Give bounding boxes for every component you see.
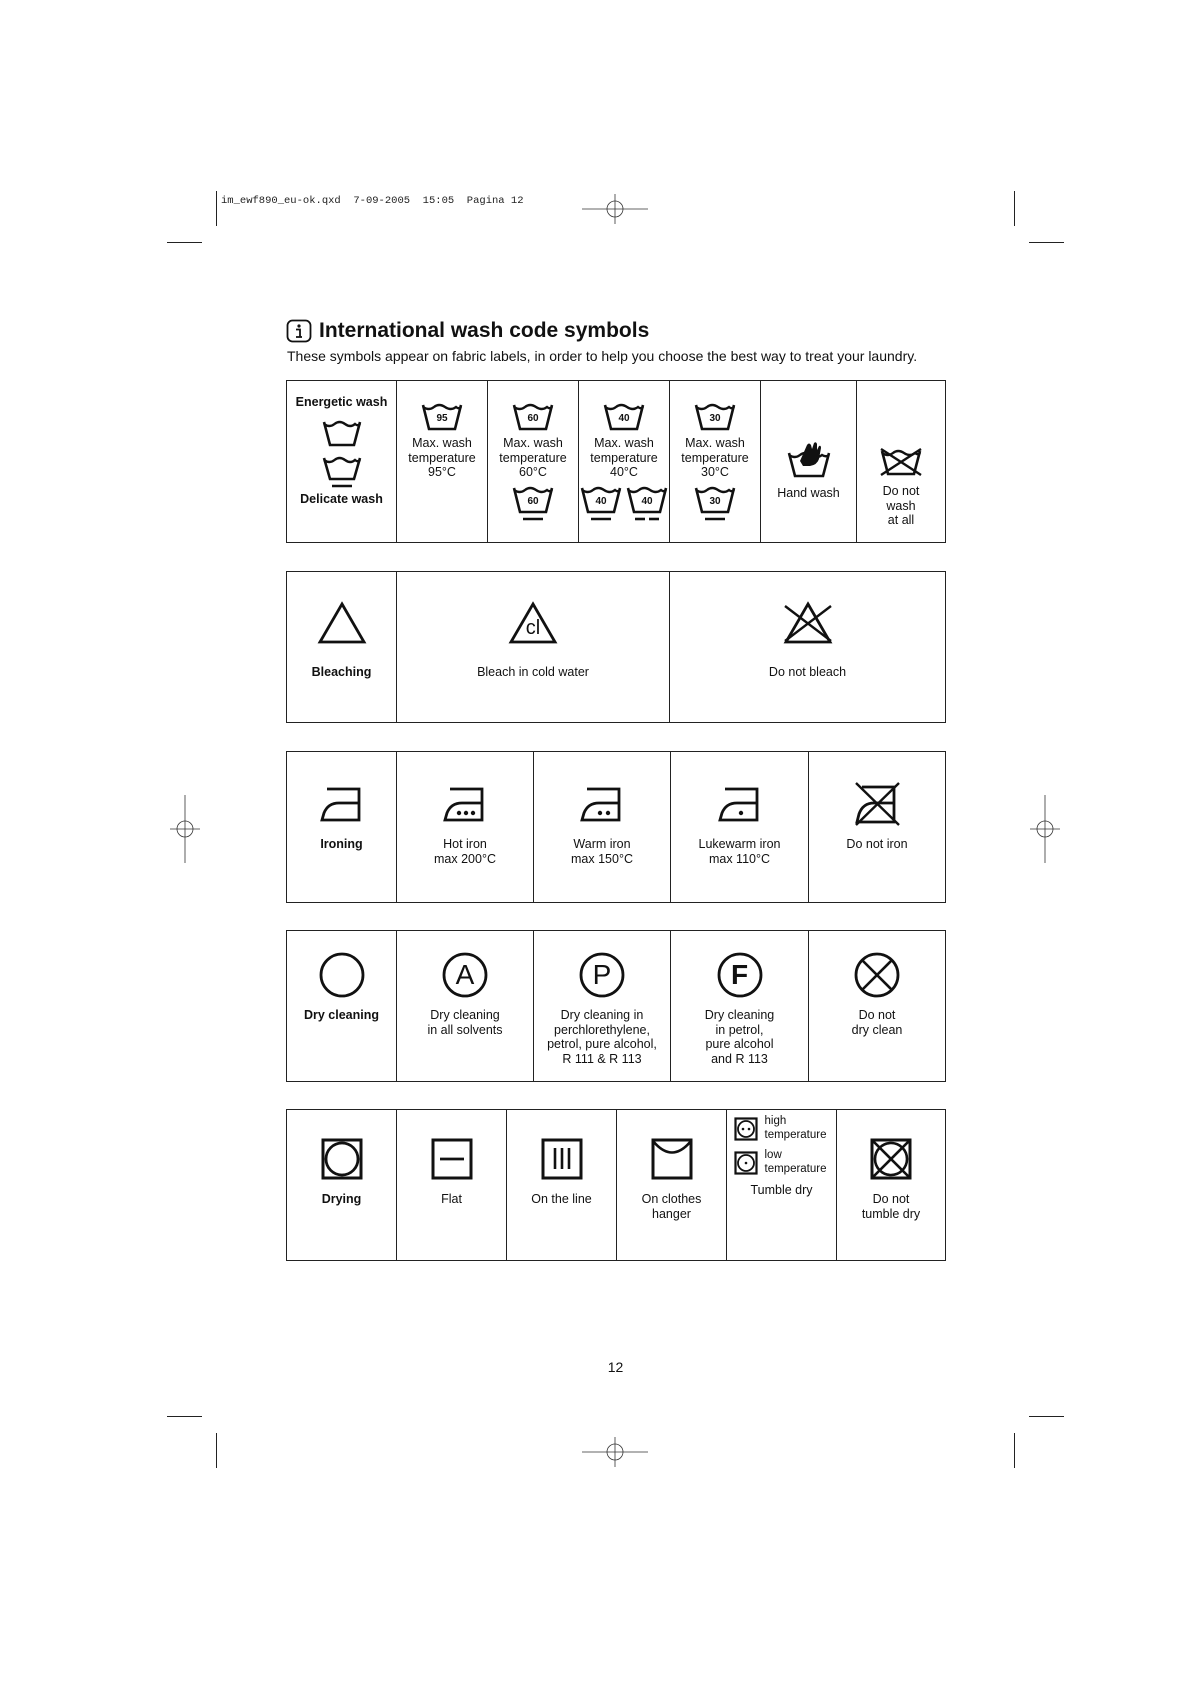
dry-clean-p-mark: P (592, 959, 612, 990)
bleach-cold-label: Bleach in cold water (477, 665, 589, 679)
dry-clean-f-line4: and R 113 (711, 1051, 768, 1066)
dry-clean-f-line2: in petrol, (715, 1022, 764, 1037)
dry-clean-a-line1: Dry cleaning (430, 1008, 500, 1022)
tumble-low-icon (734, 1151, 758, 1175)
crop-mark-bl-v (216, 1433, 217, 1468)
wash-95-value: 95 (436, 413, 448, 424)
iron-hot-icon (442, 785, 488, 823)
tumble-high-line2: temperature (764, 1128, 827, 1141)
iron-warm-line2: max 150°C (571, 851, 633, 866)
wash-40-wool-value: 40 (641, 495, 653, 507)
max-wash-30-line1: Max. wash (685, 436, 745, 450)
do-not-bleach-icon (783, 601, 833, 645)
do-not-iron-label: Do not iron (846, 837, 908, 851)
tumble-low-line2: temperature (764, 1162, 827, 1175)
dry-clean-a-icon (441, 951, 489, 999)
crop-mark-br-h (1029, 1416, 1064, 1417)
do-not-dry-clean-icon (853, 951, 901, 999)
crop-mark-br-v (1014, 1433, 1015, 1468)
file-date: 7-09-2005 (353, 195, 411, 207)
bleaching-label: Bleaching (311, 665, 372, 679)
dry-line-icon (541, 1138, 583, 1180)
hand-wash-icon (786, 439, 832, 479)
do-not-wash-line2: wash (886, 498, 916, 513)
tumble-low-line1: low (764, 1149, 782, 1161)
file-header (221, 195, 524, 207)
crop-mark-bl-h (167, 1416, 202, 1417)
tumble-dry-label: Tumble dry (750, 1183, 813, 1197)
wash-60-icon (511, 401, 555, 431)
wash-60-delicate-value: 60 (527, 495, 539, 507)
iron-lukewarm-line1: Lukewarm iron (698, 837, 781, 851)
do-not-iron-icon (852, 781, 902, 827)
wash-tub-icon (321, 416, 363, 448)
crop-mark-tr-v (1014, 191, 1015, 226)
do-not-wash-line1: Do not (882, 484, 920, 498)
wash-40-wool-icon (625, 484, 669, 522)
info-icon (286, 319, 312, 343)
do-not-tumble-dry-icon (870, 1138, 912, 1180)
dry-clean-p-line1: Dry cleaning in (560, 1008, 644, 1022)
registration-mark-top (582, 194, 648, 224)
bleaching-table (286, 571, 946, 723)
dry-flat-icon (431, 1138, 473, 1180)
max-wash-60-line3: 60°C (519, 465, 547, 479)
wash-60-delicate-icon (511, 484, 555, 522)
iron-icon (319, 785, 365, 823)
page-number: 12 (607, 1359, 624, 1375)
max-wash-95-line1: Max. wash (412, 436, 472, 450)
drying-table (286, 1109, 946, 1261)
do-not-bleach-label: Do not bleach (768, 665, 847, 679)
iron-warm-icon (579, 785, 625, 823)
max-wash-95-line3: 95°C (428, 465, 456, 479)
do-not-tumble-dry-line1: Do not (872, 1192, 910, 1206)
bleach-triangle-icon (317, 601, 367, 645)
section-title (286, 319, 649, 343)
registration-mark-bottom (582, 1437, 648, 1467)
do-not-wash-line3: at all (887, 513, 915, 527)
wash-30-icon (693, 401, 737, 431)
dry-clean-a-mark: A (455, 959, 475, 990)
dry-clean-f-line3: pure alcohol (705, 1037, 774, 1051)
tumble-high-icon (734, 1117, 758, 1141)
tumble-high-row (734, 1115, 830, 1142)
dry-flat-label: Flat (441, 1192, 462, 1206)
wash-40-delicate-value: 40 (595, 495, 607, 507)
max-wash-40-line3: 40°C (610, 465, 638, 479)
do-not-dry-clean-line2: dry clean (851, 1022, 903, 1037)
wash-60-value: 60 (527, 413, 539, 424)
wash-30-value: 30 (709, 413, 721, 424)
dry-cleaning-label: Dry cleaning (303, 1008, 380, 1022)
wash-30-delicate-value: 30 (709, 495, 721, 507)
iron-warm-line1: Warm iron (573, 837, 631, 851)
max-wash-40-line1: Max. wash (594, 436, 654, 450)
iron-lukewarm-icon (717, 785, 763, 823)
page-title: International wash code symbols (319, 319, 650, 342)
file-name: im_ewf890_eu-ok.qxd (221, 195, 341, 207)
delicate-wash-label: Delicate wash (300, 491, 383, 506)
dry-clean-circle-icon (318, 951, 366, 999)
dry-hanger-line2: hanger (652, 1206, 691, 1221)
dry-clean-f-icon (716, 951, 764, 999)
tumble-square-icon (321, 1138, 363, 1180)
ironing-label: Ironing (320, 837, 363, 851)
crop-mark-tr-h (1029, 242, 1064, 243)
max-wash-95-line2: temperature (408, 450, 476, 465)
crop-mark-tl-h (167, 242, 202, 243)
dry-clean-f-line1: Dry cleaning (704, 1008, 775, 1022)
dry-clean-f-mark: F (730, 959, 749, 990)
bleach-cl-icon (508, 601, 558, 645)
registration-mark-right (1030, 795, 1060, 863)
ironing-table (286, 751, 946, 903)
do-not-dry-clean-line1: Do not (858, 1008, 896, 1022)
max-wash-60-line2: temperature (499, 450, 567, 465)
dry-clean-p-line2: perchlorethylene, (554, 1022, 650, 1037)
energetic-wash-label: Energetic wash (295, 395, 388, 409)
wash-40-delicate-icon (579, 484, 623, 522)
max-wash-40-line2: temperature (590, 450, 658, 465)
wash-40-icon (602, 401, 646, 431)
dry-hanger-line1: On clothes (641, 1192, 702, 1206)
wash-tub-delicate-icon (321, 454, 363, 490)
iron-lukewarm-line2: max 110°C (708, 851, 771, 866)
wash-30-delicate-icon (693, 484, 737, 522)
iron-hot-line2: max 200°C (434, 851, 496, 866)
iron-hot-line1: Hot iron (443, 837, 487, 851)
max-wash-30-line2: temperature (681, 450, 749, 465)
dry-clean-p-line4: R 111 & R 113 (562, 1051, 642, 1066)
hand-wash-label: Hand wash (777, 486, 840, 500)
wash-95-icon (420, 401, 464, 431)
dry-cleaning-table (286, 930, 946, 1082)
dry-line-label: On the line (531, 1192, 592, 1206)
crop-mark-tl-v (216, 191, 217, 226)
registration-mark-left (170, 795, 200, 863)
page-subtitle: These symbols appear on fabric labels, in order to help you choose the best way to treat your laundry. (287, 348, 918, 364)
max-wash-30-line3: 30°C (701, 465, 729, 479)
wash-40-value: 40 (618, 413, 630, 424)
do-not-tumble-dry-line2: tumble dry (861, 1206, 921, 1221)
file-time: 15:05 (422, 195, 455, 207)
dry-clean-p-line3: petrol, pure alcohol, (547, 1037, 657, 1051)
tumble-low-row (734, 1149, 830, 1176)
tumble-high-line1: high (764, 1115, 787, 1127)
washing-table (286, 380, 946, 543)
dry-clean-p-icon (578, 951, 626, 999)
max-wash-60-line1: Max. wash (503, 436, 563, 450)
dry-clean-a-line2: in all solvents (427, 1022, 503, 1037)
dry-hanger-icon (651, 1138, 693, 1180)
drying-label: Drying (321, 1192, 362, 1206)
file-page-ref: Pagina 12 (466, 195, 524, 207)
bleach-cl-mark: cl (525, 617, 541, 639)
do-not-wash-icon (878, 447, 924, 477)
